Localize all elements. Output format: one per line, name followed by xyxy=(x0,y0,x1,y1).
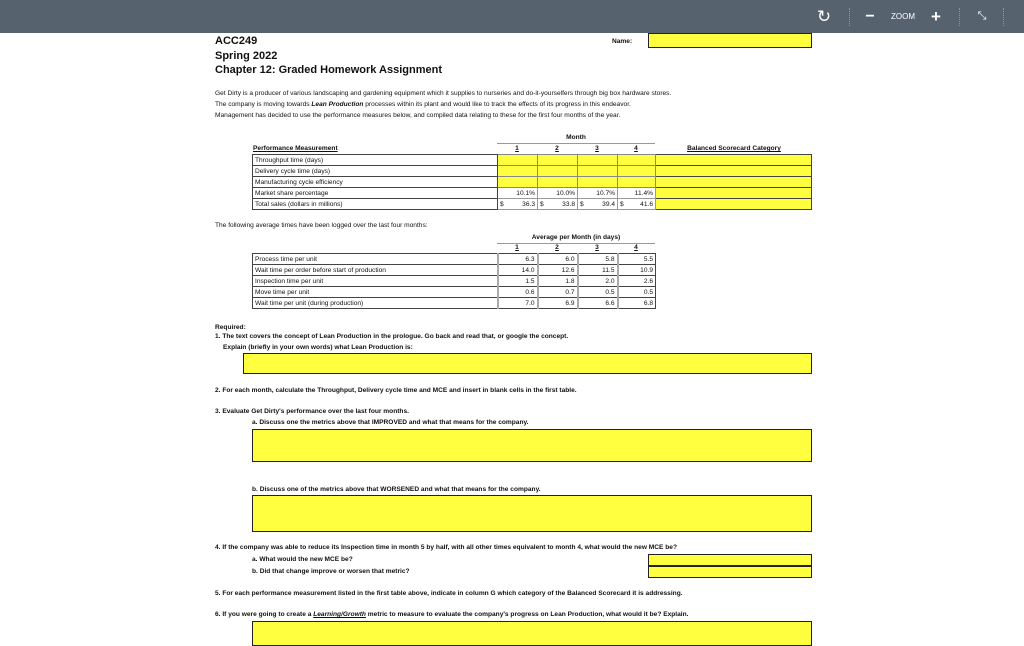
value: 33.8 xyxy=(562,200,575,208)
month-col-header: 3 xyxy=(595,244,599,251)
value-cell xyxy=(498,199,538,210)
row-label: Market share percentage xyxy=(253,188,498,199)
performance-table xyxy=(252,154,812,210)
page-title: Chapter 12: Graded Homework Assignment xyxy=(215,64,442,76)
question-4a: a. What would the new MCE be? xyxy=(252,556,353,563)
table2-intro: The following average times have been logged over the last four months: xyxy=(215,222,428,229)
answer-cell[interactable] xyxy=(498,155,538,166)
intro-line: Get Dirty is a producer of various landscaping and gardening equipment which it supplies to nurseries and do-it-yourselfers through big box hardware stores. xyxy=(215,90,672,97)
table-row xyxy=(253,298,656,309)
value-cell: 0.5 xyxy=(618,287,656,298)
answer-cell[interactable] xyxy=(498,166,538,177)
table-row xyxy=(253,155,812,166)
value-cell: 1.5 xyxy=(498,276,538,287)
answer-cell[interactable] xyxy=(538,166,578,177)
value-cell xyxy=(618,199,656,210)
viewer-toolbar xyxy=(0,0,1024,33)
value-cell xyxy=(578,199,618,210)
value-cell: 1.8 xyxy=(538,276,578,287)
bsc-cell[interactable] xyxy=(656,199,812,210)
name-input[interactable] xyxy=(648,33,812,48)
month-col-header: 4 xyxy=(634,145,638,152)
value-cell: 6.0 xyxy=(538,254,578,265)
bsc-cell[interactable] xyxy=(656,177,812,188)
value-cell: 0.6 xyxy=(498,287,538,298)
question-1: 1. The text covers the concept of Lean Production in the prologue. Go back and read that, or google the concept. xyxy=(215,333,569,340)
month-col-header: 4 xyxy=(634,244,638,251)
answer-cell[interactable] xyxy=(538,155,578,166)
value-cell: 6.3 xyxy=(498,254,538,265)
intro-emphasis: Lean Production xyxy=(311,101,364,108)
answer-box-q3a[interactable] xyxy=(252,429,812,462)
row-label: Wait time per unit (during production) xyxy=(253,298,498,309)
answer-cell[interactable] xyxy=(578,166,618,177)
bsc-header: Balanced Scorecard Category xyxy=(687,145,781,152)
month-col-header: 1 xyxy=(515,244,519,251)
value-cell: 6.6 xyxy=(578,298,618,309)
month-col-header: 3 xyxy=(595,145,599,152)
answer-box-q4b[interactable] xyxy=(648,566,812,578)
currency: $ xyxy=(540,200,544,208)
term: Spring 2022 xyxy=(215,50,278,62)
value-cell: 2.6 xyxy=(618,276,656,287)
value: 41.6 xyxy=(640,200,653,208)
divider xyxy=(959,8,960,26)
value-cell: 11.5 xyxy=(578,265,618,276)
value-cell: 10.9 xyxy=(618,265,656,276)
times-table xyxy=(252,253,656,309)
q6-text: 6. If you were going to create a xyxy=(215,611,314,618)
value-cell: 7.0 xyxy=(498,298,538,309)
rotate-icon[interactable]: ↻ xyxy=(816,6,832,26)
q6-text: metric to measure to evaluate the company's progress on Lean Production, what would it be? Explain. xyxy=(365,611,689,618)
question-4: 4. If the company was able to reduce its Inspection time in month 5 by half, with all other times equivalent to month 4, what would the new MCE be? xyxy=(215,544,677,551)
table-row xyxy=(253,166,812,177)
answer-cell[interactable] xyxy=(538,177,578,188)
value-cell: 6.9 xyxy=(538,298,578,309)
avg-month-header: Average per Month (in days) xyxy=(531,234,621,241)
row-label: Wait time per order before start of production xyxy=(253,265,498,276)
value: 36.3 xyxy=(522,200,535,208)
value-cell: 0.7 xyxy=(538,287,578,298)
month-col-header: 2 xyxy=(555,145,559,152)
bsc-cell[interactable] xyxy=(656,155,812,166)
answer-cell[interactable] xyxy=(578,155,618,166)
currency: $ xyxy=(620,200,624,208)
table-row xyxy=(253,188,812,199)
value-cell: 10.0% xyxy=(538,188,578,199)
currency: $ xyxy=(500,200,504,208)
row-label: Inspection time per unit xyxy=(253,276,498,287)
table-row xyxy=(253,265,656,276)
question-2: 2. For each month, calculate the Throughput, Delivery cycle time and MCE and insert in blank cells in the first table. xyxy=(215,387,577,394)
answer-box-q4a[interactable] xyxy=(648,554,812,566)
value-cell: 14.0 xyxy=(498,265,538,276)
month-header: Month xyxy=(566,134,586,141)
collapse-icon[interactable]: ⤡ xyxy=(977,10,987,22)
bsc-cell[interactable] xyxy=(656,166,812,177)
row-label: Manufacturing cycle efficiency xyxy=(253,177,498,188)
intro-text: processes within its plant and would like to track the effects of its progress in this endeavor. xyxy=(363,101,631,108)
month-col-header: 2 xyxy=(555,244,559,251)
row-label: Delivery cycle time (days) xyxy=(253,166,498,177)
row-label: Process time per unit xyxy=(253,254,498,265)
question-1-prompt: Explain (briefly in your own words) what Lean Production is: xyxy=(223,344,413,351)
value-cell: 10.7% xyxy=(578,188,618,199)
answer-box-q3b[interactable] xyxy=(252,495,812,532)
row-label: Throughput time (days) xyxy=(253,155,498,166)
value-cell: 11.4% xyxy=(618,188,656,199)
answer-box-q1[interactable] xyxy=(243,353,812,374)
table-row xyxy=(253,199,812,210)
required-heading: Required: xyxy=(215,324,246,331)
row-label: Total sales (dollars in millions) xyxy=(253,199,498,210)
name-label: Name: xyxy=(612,38,633,45)
course-code: ACC249 xyxy=(215,35,258,47)
value-cell: 12.6 xyxy=(538,265,578,276)
question-6 xyxy=(215,611,688,618)
table-row xyxy=(253,287,656,298)
q6-emphasis: Learning/Growth xyxy=(313,611,366,618)
value-cell: 5.5 xyxy=(618,254,656,265)
zoom-label: ZOOM xyxy=(891,12,915,21)
bsc-cell[interactable] xyxy=(656,188,812,199)
answer-box-q6[interactable] xyxy=(252,621,812,646)
divider xyxy=(849,8,850,26)
month-col-header: 1 xyxy=(515,145,519,152)
answer-cell[interactable] xyxy=(618,177,656,188)
divider xyxy=(1003,8,1004,26)
value-cell xyxy=(538,199,578,210)
value-cell: 6.8 xyxy=(618,298,656,309)
question-5: 5. For each performance measurement listed in the first table above, indicate in column G which category of the Balanced Scorecard it is addressing. xyxy=(215,590,683,597)
value-cell: 2.0 xyxy=(578,276,618,287)
question-3: 3. Evaluate Get Dirty's performance over the last four months. xyxy=(215,408,409,415)
value-cell: 10.1% xyxy=(498,188,538,199)
value-cell: 5.8 xyxy=(578,254,618,265)
intro-line: Management has decided to use the performance measures below, and compiled data relating to these for the first four months of the year. xyxy=(215,112,621,119)
table-row xyxy=(253,177,812,188)
value: 39.4 xyxy=(602,200,615,208)
question-3a: a. Discuss one the metrics above that IMPROVED and what that means for the company. xyxy=(252,419,529,426)
zoom-in-button[interactable]: + xyxy=(931,6,941,26)
table-row xyxy=(253,276,656,287)
value-cell: 0.5 xyxy=(578,287,618,298)
currency: $ xyxy=(580,200,584,208)
row-label: Move time per unit xyxy=(253,287,498,298)
answer-cell[interactable] xyxy=(618,166,656,177)
performance-header: Performance Measurement xyxy=(253,145,338,152)
answer-cell[interactable] xyxy=(498,177,538,188)
divider xyxy=(497,143,655,144)
question-3b: b. Discuss one of the metrics above that WORSENED and what that means for the company. xyxy=(252,486,541,493)
intro-text: The company is moving towards xyxy=(215,101,312,108)
answer-cell[interactable] xyxy=(618,155,656,166)
intro-line xyxy=(215,101,631,108)
question-4b: b. Did that change improve or worsen that metric? xyxy=(252,568,410,575)
table-row xyxy=(253,254,656,265)
answer-cell[interactable] xyxy=(578,177,618,188)
zoom-out-button[interactable]: − xyxy=(865,7,875,25)
